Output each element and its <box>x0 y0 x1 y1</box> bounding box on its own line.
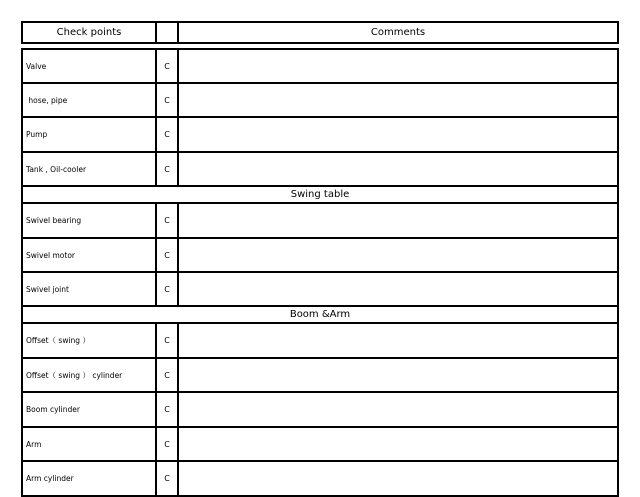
comment-cell[interactable] <box>179 153 617 186</box>
check-mark: C <box>157 204 179 237</box>
check-point-label: Pump <box>23 118 157 151</box>
check-point-label: Boom cylinder <box>23 393 157 426</box>
comment-cell[interactable] <box>179 84 617 117</box>
comment-cell[interactable] <box>179 50 617 83</box>
check-mark: C <box>157 462 179 495</box>
check-point-label: Arm cylinder <box>23 462 157 495</box>
table-row <box>21 151 619 188</box>
mark-header <box>157 23 179 42</box>
check-point-label: hose, pipe <box>23 84 157 117</box>
table-row <box>21 202 619 239</box>
comment-cell[interactable] <box>179 462 617 495</box>
table-row <box>21 322 619 359</box>
check-mark: C <box>157 428 179 461</box>
check-mark: C <box>157 153 179 186</box>
table-row <box>21 271 619 308</box>
table-row <box>21 116 619 153</box>
comment-cell[interactable] <box>179 393 617 426</box>
check-point-label: Tank , Oil-cooler <box>23 153 157 186</box>
check-mark: C <box>157 84 179 117</box>
check-point-label: Swivel bearing <box>23 204 157 237</box>
check-mark: C <box>157 50 179 83</box>
check-point-label: Valve <box>23 50 157 83</box>
table-row <box>21 391 619 428</box>
comment-cell[interactable] <box>179 204 617 237</box>
check-point-label: Swivel joint <box>23 273 157 306</box>
check-point-label: Offset（ swing ） <box>23 324 157 357</box>
comment-cell[interactable] <box>179 239 617 272</box>
check-mark: C <box>157 359 179 392</box>
table-row <box>21 48 619 85</box>
table-row <box>21 357 619 394</box>
check-mark: C <box>157 239 179 272</box>
comment-cell[interactable] <box>179 428 617 461</box>
check-mark: C <box>157 273 179 306</box>
check-point-label: Swivel motor <box>23 239 157 272</box>
comments-header: Comments <box>370 27 426 38</box>
check-mark: C <box>157 324 179 357</box>
comment-cell[interactable] <box>179 359 617 392</box>
section-header-boom-arm: Boom &Arm <box>21 305 619 324</box>
comment-cell[interactable] <box>179 273 617 306</box>
table-row <box>21 237 619 274</box>
comment-cell[interactable] <box>179 118 617 151</box>
table-row <box>21 82 619 119</box>
table-row <box>21 460 619 497</box>
comment-cell[interactable] <box>179 324 617 357</box>
check-points-header: Check points <box>23 23 157 42</box>
table-row <box>21 426 619 463</box>
check-point-label: Arm <box>23 428 157 461</box>
check-point-label: Offset（ swing ） cylinder <box>23 359 157 392</box>
table-header <box>21 21 619 44</box>
check-mark: C <box>157 118 179 151</box>
check-mark: C <box>157 393 179 426</box>
section-header-swing-table: Swing table <box>21 185 619 204</box>
